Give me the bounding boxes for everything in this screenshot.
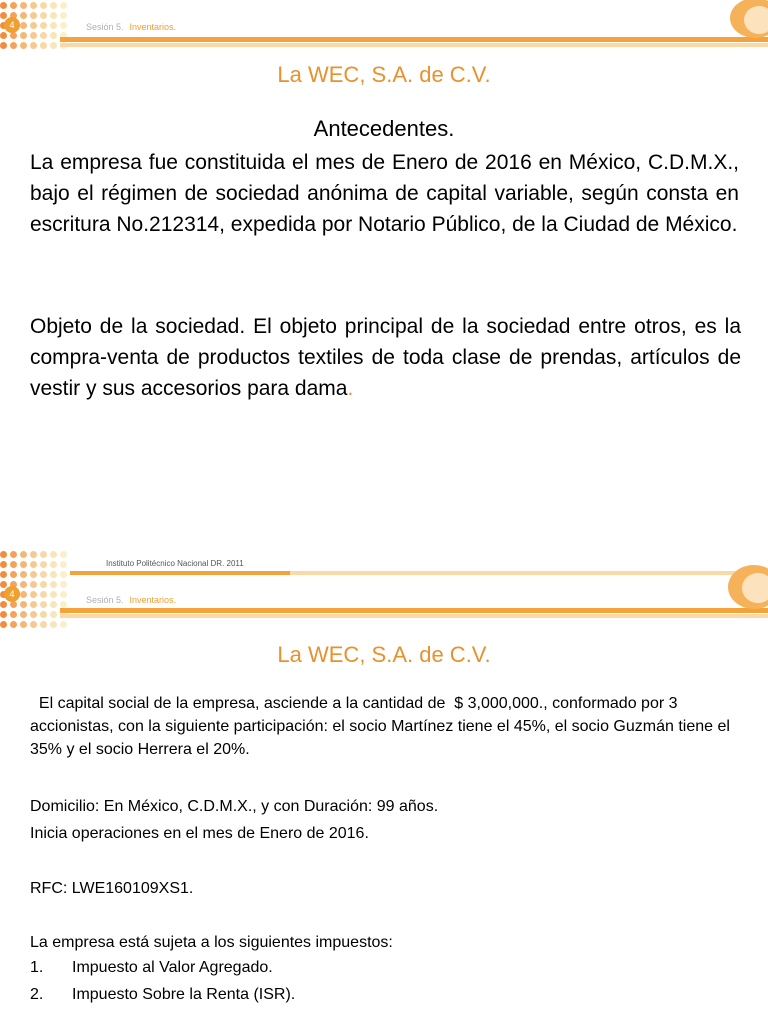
dot-icon [30, 2, 37, 9]
dot-icon [40, 2, 47, 9]
dot-icon [0, 42, 7, 49]
paragraph-objeto [30, 311, 741, 404]
list-item-number: 2. [30, 986, 44, 1003]
dot-icon [10, 601, 17, 608]
header-session: Sesión 5. Inventarios. [86, 595, 177, 605]
header-band [60, 608, 768, 613]
dot-icon [0, 561, 7, 568]
dot-icon [30, 551, 37, 558]
dot-icon [30, 12, 37, 19]
paragraph-objeto-end: . [347, 377, 354, 400]
dot-icon [20, 561, 27, 568]
header-session: Sesión 5. Inventarios. [86, 22, 177, 32]
dot-icon [60, 621, 67, 628]
dot-icon [60, 12, 67, 19]
dot-icon [20, 621, 27, 628]
section-heading: Antecedentes. [313, 116, 455, 141]
dot-icon [20, 2, 27, 9]
dot-icon [50, 12, 57, 19]
dot-icon [40, 601, 47, 608]
dot-icon [30, 42, 37, 49]
dot-icon [0, 611, 7, 618]
dot-icon [30, 621, 37, 628]
dot-icon [40, 551, 47, 558]
dot-icon [60, 581, 67, 588]
dot-icon [20, 22, 27, 29]
dot-icon [0, 571, 7, 578]
slide-title: La WEC, S.A. de C.V. [277, 62, 491, 87]
slide-title: La WEC, S.A. de C.V. [277, 642, 491, 667]
dot-icon [30, 32, 37, 39]
dot-icon [10, 571, 17, 578]
dot-icon [50, 551, 57, 558]
dot-icon [60, 22, 67, 29]
dot-icon [50, 611, 57, 618]
dot-icon [50, 591, 57, 598]
domicilio-line: Domicilio: En México, C.D.M.X., y con Duración: 99 años. [30, 798, 439, 815]
dot-icon [60, 2, 67, 9]
dot-icon [40, 591, 47, 598]
dot-icon [40, 561, 47, 568]
inicia-line: Inicia operaciones en el mes de Enero de 2016. [30, 825, 369, 842]
dot-icon [40, 621, 47, 628]
dot-icon [10, 42, 17, 49]
dot-icon [40, 571, 47, 578]
dot-icon [30, 611, 37, 618]
dot-icon [30, 591, 37, 598]
dot-icon [20, 12, 27, 19]
list-item [30, 986, 295, 1004]
dot-icon [60, 591, 67, 598]
dot-icon [10, 2, 17, 9]
dot-icon [20, 42, 27, 49]
paragraph-antecedentes: La empresa fue constituida el mes de Enero de 2016 en México, C.D.M.X., bajo el régimen de sociedad anónima de capital variable, según consta en escritura No.212314, expedida por Notario Público, de la Ciudad de México. [30, 151, 739, 236]
institution-label: Instituto Politécnico Nacional DR. 2011 [106, 559, 244, 568]
rfc-line: RFC: LWE160109XS1. [30, 880, 194, 897]
dot-icon [10, 621, 17, 628]
dot-icon [50, 32, 57, 39]
header-arc-inner [744, 6, 768, 34]
dot-icon [10, 551, 17, 558]
dot-icon [40, 32, 47, 39]
paragraph-capital: El capital social de la empresa, asciende a la cantidad de $ 3,000,000., conformado por 3 accionistas, con la siguiente participación: el socio Martínez tiene el 45%, el socio Guzmán tiene el 35% y el socio Herrera el 20%. [30, 695, 735, 758]
dot-icon [0, 2, 7, 9]
header-band-light [60, 614, 768, 618]
dot-icon [0, 601, 7, 608]
top-band [70, 571, 290, 575]
list-item [30, 959, 273, 977]
header-band-light [60, 43, 768, 47]
list-item-number: 1. [30, 959, 44, 976]
dot-icon [60, 571, 67, 578]
dot-icon [10, 32, 17, 39]
list-item-text: Impuesto al Valor Agregado. [72, 959, 273, 976]
dot-icon [50, 561, 57, 568]
dot-icon [60, 601, 67, 608]
dot-icon [40, 42, 47, 49]
session-number-icon: 4 [4, 586, 20, 602]
dot-icon [10, 611, 17, 618]
dot-icon [30, 601, 37, 608]
list-item-text: Impuesto Sobre la Renta (ISR). [72, 986, 296, 1003]
dot-icon [20, 571, 27, 578]
dot-icon [50, 22, 57, 29]
dot-icon [20, 611, 27, 618]
dot-icon [30, 581, 37, 588]
dot-icon [50, 581, 57, 588]
dot-icon [20, 581, 27, 588]
dot-icon [50, 571, 57, 578]
paragraph-objeto-text: Objeto de la sociedad. El objeto principal de la sociedad entre otros, es la compra-venta de productos textiles de toda clase de prendas, artículos de vestir y sus accesorios para dama [30, 315, 741, 400]
dot-icon [50, 2, 57, 9]
dot-icon [60, 551, 67, 558]
header-arc-inner [742, 573, 768, 603]
dot-icon [40, 12, 47, 19]
dot-icon [50, 601, 57, 608]
dot-icon [0, 32, 7, 39]
dot-icon [60, 561, 67, 568]
dot-icon [40, 611, 47, 618]
dot-icon [30, 571, 37, 578]
impuestos-intro: La empresa está sujeta a los siguientes impuestos: [30, 934, 393, 951]
dot-icon [30, 22, 37, 29]
dot-icon [0, 621, 7, 628]
slide-2 [0, 545, 768, 1024]
dot-icon [20, 601, 27, 608]
dot-icon [20, 591, 27, 598]
dot-icon [50, 42, 57, 49]
dot-icon [20, 551, 27, 558]
dot-icon [50, 621, 57, 628]
header-band [60, 37, 768, 42]
session-number-icon: 4 [4, 17, 20, 33]
dot-icon [10, 561, 17, 568]
dot-icon [40, 22, 47, 29]
dot-icon [30, 561, 37, 568]
dot-icon [0, 551, 7, 558]
dot-icon [20, 32, 27, 39]
top-band-light [290, 571, 768, 575]
dot-icon [40, 581, 47, 588]
